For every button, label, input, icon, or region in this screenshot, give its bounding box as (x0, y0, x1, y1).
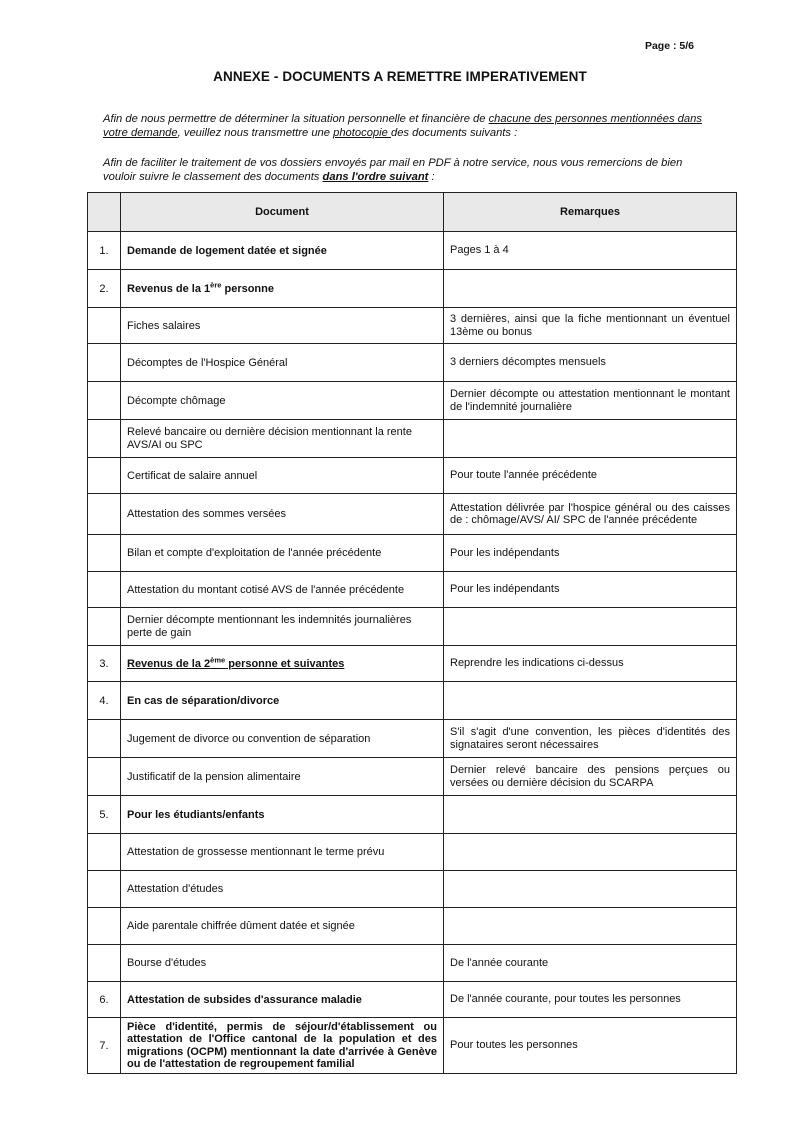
row-remark: Pour toutes les personnes (444, 1018, 737, 1074)
row-remark (444, 871, 737, 908)
row-document: Certificat de salaire annuel (121, 458, 444, 494)
row-remark: Reprendre les indications ci-dessus (444, 646, 737, 682)
intro1-text-a: Afin de nous permettre de déterminer la situation personnelle et financière de (103, 113, 489, 125)
table-row (88, 646, 737, 682)
row-document: Pièce d'identité, permis de séjour/d'établissement ou attestation de l'Office cantonal de la population et des migrations (OCPM) mentionnant la date d'arrivée à Genève ou de l'attestation de regroupement familial (121, 1018, 444, 1074)
row-document: Attestation de subsides d'assurance maladie (121, 982, 444, 1018)
row-remark (444, 270, 737, 308)
row-document: Décompte chômage (121, 382, 444, 420)
row-remark: Dernier relevé bancaire des pensions perçues ou versées ou dernière décision du SCARPA (444, 758, 737, 796)
row-document: Attestation de grossesse mentionnant le terme prévu (121, 834, 444, 871)
row-remark: Pour toute l'année précédente (444, 458, 737, 494)
row-number (88, 720, 121, 758)
row-remark: 3 derniers décomptes mensuels (444, 344, 737, 382)
table-row (88, 270, 737, 308)
row-number (88, 535, 121, 572)
doc-ordinal: ème (210, 654, 226, 664)
row-remark (444, 608, 737, 646)
row-document: Bourse d'études (121, 945, 444, 982)
row-remark: Attestation délivrée par l'hospice général ou des caisses de : chômage/AVS/ AI/ SPC de l'année précédente (444, 494, 737, 535)
header-remarques: Remarques (444, 193, 737, 232)
intro2-text-a: Afin de faciliter le traitement de vos dossiers envoyés par mail en PDF à notre service, nous vous remercions de bien vouloir suivre le classement des documents (103, 157, 683, 183)
table-row (88, 535, 737, 572)
intro1-underlined-photocopy: photocopie (333, 127, 391, 139)
row-document: Relevé bancaire ou dernière décision mentionnant la rente AVS/AI ou SPC (121, 420, 444, 458)
intro-paragraph-2 (103, 156, 703, 184)
intro-paragraph-1 (103, 112, 703, 140)
row-remark: Pages 1 à 4 (444, 232, 737, 270)
page-number: Page : 5/6 (644, 40, 694, 52)
row-number: 7. (88, 1018, 121, 1074)
row-number (88, 945, 121, 982)
row-remark: Pour les indépendants (444, 572, 737, 608)
table-row (88, 834, 737, 871)
row-remark (444, 420, 737, 458)
row-remark (444, 834, 737, 871)
table-row (88, 494, 737, 535)
table-row (88, 344, 737, 382)
table-row (88, 982, 737, 1018)
table-row (88, 308, 737, 344)
header-document: Document (121, 193, 444, 232)
intro1-text-c: des documents suivants : (390, 127, 518, 139)
row-number: 6. (88, 982, 121, 1018)
row-number: 3. (88, 646, 121, 682)
table-row (88, 382, 737, 420)
row-remark: S'il s'agit d'une convention, les pièces d'identités des signataires seront nécessaires (444, 720, 737, 758)
table-row (88, 458, 737, 494)
row-number (88, 382, 121, 420)
row-number (88, 308, 121, 344)
row-document: Attestation du montant cotisé AVS de l'année précédente (121, 572, 444, 608)
row-document: Bilan et compte d'exploitation de l'année précédente (121, 535, 444, 572)
header-num-cell (88, 193, 121, 232)
row-number (88, 494, 121, 535)
row-document: Décomptes de l'Hospice Général (121, 344, 444, 382)
row-number (88, 834, 121, 871)
table-row (88, 796, 737, 834)
row-number (88, 420, 121, 458)
row-remark: Dernier décompte ou attestation mentionnant le montant de l'indemnité journalière (444, 382, 737, 420)
row-document: Dernier décompte mentionnant les indemnités journalières perte de gain (121, 608, 444, 646)
table-row (88, 871, 737, 908)
table-row (88, 420, 737, 458)
doc-text-end: personne (221, 282, 274, 295)
row-document (121, 270, 444, 308)
row-number (88, 572, 121, 608)
row-number (88, 344, 121, 382)
row-document: Justificatif de la pension alimentaire (121, 758, 444, 796)
table-row (88, 720, 737, 758)
row-number (88, 458, 121, 494)
row-document: Aide parentale chiffrée dûment datée et signée (121, 908, 444, 945)
row-remark: Pour les indépendants (444, 535, 737, 572)
table-header-row (88, 193, 737, 232)
row-number (88, 871, 121, 908)
row-number (88, 608, 121, 646)
table-row (88, 608, 737, 646)
table-row (88, 945, 737, 982)
intro1-underlined-persons: chacune des personnes mentionnées dans votre demande (103, 113, 702, 139)
row-number: 4. (88, 682, 121, 720)
row-remark (444, 908, 737, 945)
row-document: En cas de séparation/divorce (121, 682, 444, 720)
intro2-text-b: : (428, 171, 435, 183)
row-document: Attestation d'études (121, 871, 444, 908)
doc-text: Revenus de la 2 (127, 657, 211, 670)
table-row (88, 758, 737, 796)
row-number (88, 758, 121, 796)
row-remark (444, 796, 737, 834)
row-document: Pour les étudiants/enfants (121, 796, 444, 834)
row-remark: De l'année courante (444, 945, 737, 982)
table-row (88, 572, 737, 608)
row-document: Jugement de divorce ou convention de séparation (121, 720, 444, 758)
row-number: 1. (88, 232, 121, 270)
row-number: 5. (88, 796, 121, 834)
table-row (88, 908, 737, 945)
row-document: Attestation des sommes versées (121, 494, 444, 535)
row-document: Demande de logement datée et signée (121, 232, 444, 270)
table-row (88, 232, 737, 270)
intro1-text-b: , veuillez nous transmettre une (177, 127, 334, 139)
page-title: ANNEXE - DOCUMENTS A REMETTRE IMPERATIVEMENT (213, 69, 587, 84)
row-remark: De l'année courante, pour toutes les personnes (444, 982, 737, 1018)
row-remark: 3 dernières, ainsi que la fiche mentionnant un éventuel 13ème ou bonus (444, 308, 737, 344)
doc-text-end: personne et suivantes (225, 657, 345, 670)
documents-table (87, 192, 737, 1074)
table-row (88, 1018, 737, 1074)
row-document (121, 646, 444, 682)
doc-text: Revenus de la 1 (127, 282, 211, 295)
row-number: 2. (88, 270, 121, 308)
row-number (88, 908, 121, 945)
intro2-emphasis-order: dans l'ordre suivant (322, 171, 429, 183)
row-remark (444, 682, 737, 720)
table-row (88, 682, 737, 720)
row-document: Fiches salaires (121, 308, 444, 344)
doc-ordinal: ère (210, 279, 222, 289)
